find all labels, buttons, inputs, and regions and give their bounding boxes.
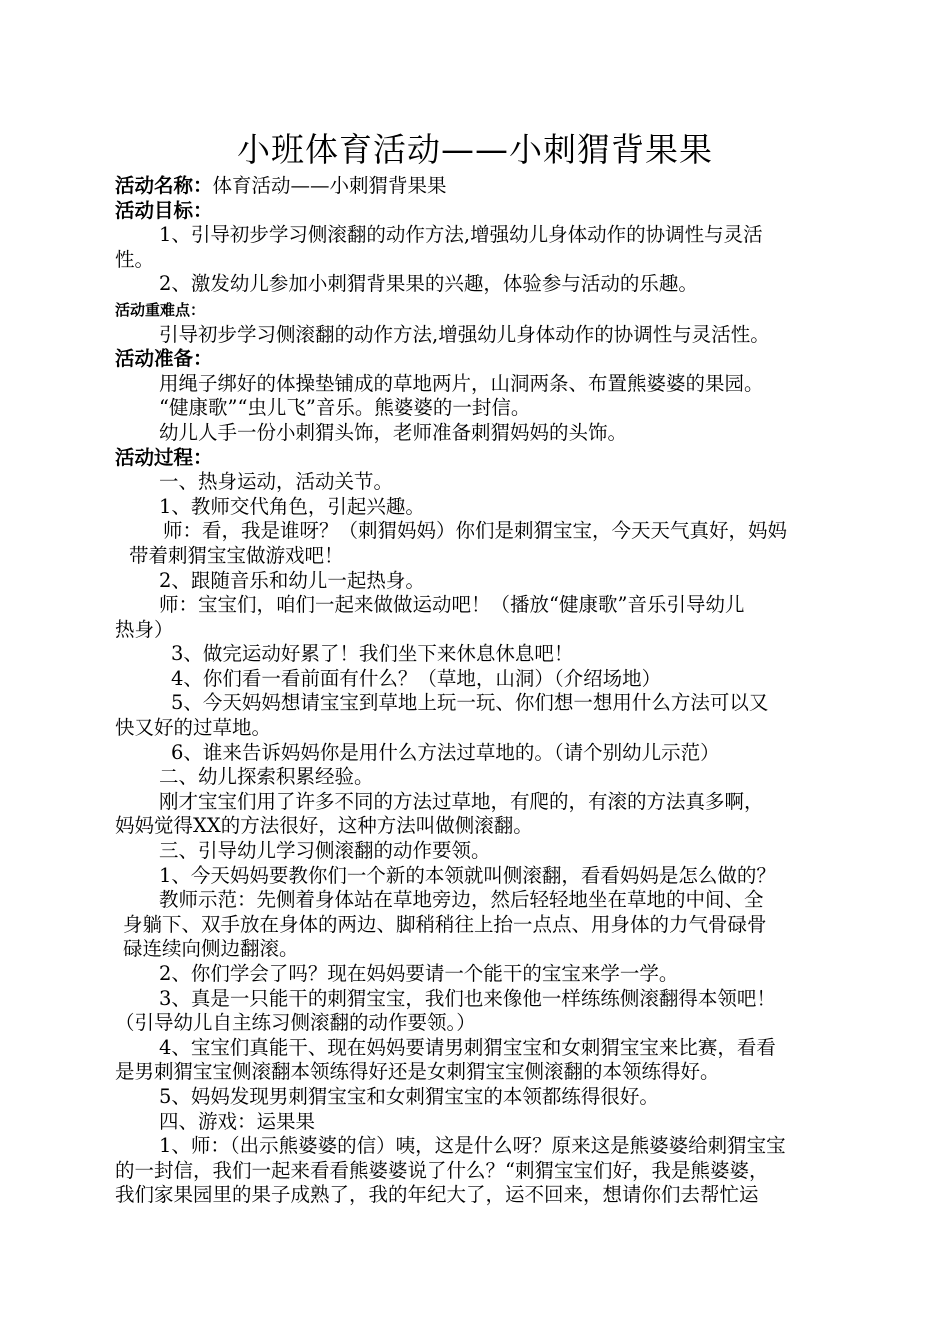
process-line: （引导幼儿自主练习侧滚翻的动作要领。）	[115, 1011, 476, 1035]
activity-name-label: 活动名称：	[115, 174, 213, 197]
process-line: 四、游戏：运果果	[159, 1109, 316, 1133]
activity-name-line	[115, 174, 850, 199]
process-label: 活动过程：	[115, 445, 213, 469]
process-line: 碌连续向侧边翻滚。	[123, 937, 299, 961]
preparation-line-2: “健康歌”“虫儿飞”音乐。熊婆婆的一封信。	[159, 396, 531, 420]
key-points-label: 活动重难点：	[115, 300, 206, 319]
preparation-line-1: 用绳子绑好的体操垫铺成的草地两片，山洞两条、布置熊婆婆的果园。	[159, 371, 764, 395]
preparation-label-line	[115, 347, 850, 372]
process-line: 身躺下、双手放在身体的两边、脚稍稍往上抬一点点、用身体的力气骨碌骨	[123, 912, 767, 936]
process-line: 二、幼儿探索积累经验。	[159, 765, 374, 789]
process-line: 师：宝宝们，咱们一起来做做运动吧！（播放“健康歌”音乐引导幼儿	[159, 593, 745, 617]
process-line: 4、你们看一看前面有什么？（草地，山洞）（介绍场地）	[171, 666, 662, 690]
key-points-label-line	[115, 297, 850, 323]
process-line: 三、引导幼儿学习侧滚翻的动作要领。	[159, 839, 491, 863]
goal-1-line-b: 性。	[115, 247, 155, 271]
preparation-line-3: 幼儿人手一份小刺猬头饰，老师准备刺猬妈妈的头饰。	[159, 420, 628, 444]
process-line: 一、热身运动，活动关节。	[159, 470, 394, 494]
process-line: 2、你们学会了吗？现在妈妈要请一个能干的宝宝来学一学。	[159, 962, 679, 985]
process-line: 教师示范：先侧着身体站在草地旁边，然后轻轻地坐在草地的中间、全	[159, 888, 764, 912]
key-points-text: 引导初步学习侧滚翻的动作方法,增强幼儿身体动作的协调性与灵活性。	[159, 322, 770, 346]
activity-name-value: 体育活动——小刺猬背果果	[212, 174, 447, 197]
document-body	[115, 174, 850, 1208]
goal-1-line-a: 1、引导初步学习侧滚翻的动作方法,增强幼儿身体动作的协调性与灵活	[159, 223, 763, 247]
process-line: 4、宝宝们真能干、现在妈妈要请男刺猬宝宝和女刺猬宝宝来比赛，看看	[159, 1035, 776, 1059]
process-line: 2、跟随音乐和幼儿一起热身。	[159, 568, 425, 592]
process-line: 3、真是一只能干的刺猬宝宝，我们也来像他一样练练侧滚翻得本领吧！	[159, 986, 776, 1010]
process-line: 5、今天妈妈想请宝宝到草地上玩一玩、你们想一想用什么方法可以又	[171, 691, 769, 715]
preparation-label: 活动准备：	[115, 347, 213, 371]
process-line: 快又好的过草地。	[115, 716, 272, 740]
process-line: 1、今天妈妈要教你们一个新的本领就叫侧滚翻，看看妈妈是怎么做的？	[159, 863, 776, 887]
process-line: 1、师：（出示熊婆婆的信）咦，这是什么呀？原来这是熊婆婆给刺猬宝宝	[159, 1134, 786, 1158]
process-line: 6、谁来告诉妈妈你是用什么方法过草地的。（请个别幼儿示范）	[171, 740, 720, 764]
process-line: 3、做完运动好累了！我们坐下来休息休息吧！	[171, 642, 574, 666]
process-line: 的一封信，我们一起来看看熊婆婆说了什么？“刺猬宝宝们好，我是熊婆婆，	[115, 1158, 769, 1182]
process-line: 妈妈觉得XX的方法很好，这种方法叫做侧滚翻。	[115, 814, 533, 838]
process-line: 1、教师交代角色，引起兴趣。	[159, 494, 425, 518]
process-line: 5、妈妈发现男刺猬宝宝和女刺猬宝宝的本领都练得很好。	[159, 1084, 659, 1108]
process-label-line	[115, 446, 850, 471]
process-line: 我们家果园里的果子成熟了，我的年纪大了，运不回来，想请你们去帮忙运	[115, 1183, 759, 1207]
process-line: 热身）	[115, 617, 174, 641]
process-line: 是男刺猬宝宝侧滚翻本领练得好还是女刺猬宝宝侧滚翻的本领练得好。	[115, 1060, 720, 1084]
page-title: 小班体育活动——小刺猬背果果	[237, 130, 713, 169]
process-line: 带着刺猬宝宝做游戏吧！	[129, 543, 344, 567]
activity-goals-label-line	[115, 199, 850, 224]
process-line: 师：看，我是谁呀？（刺猬妈妈）你们是刺猬宝宝，今天天气真好，妈妈	[163, 519, 788, 543]
goal-2-line: 2、激发幼儿参加小刺猬背果果的兴趣，体验参与活动的乐趣。	[159, 272, 698, 296]
activity-goals-label: 活动目标：	[115, 198, 213, 222]
process-line: 刚才宝宝们用了许多不同的方法过草地，有爬的，有滚的方法真多啊，	[159, 789, 764, 813]
